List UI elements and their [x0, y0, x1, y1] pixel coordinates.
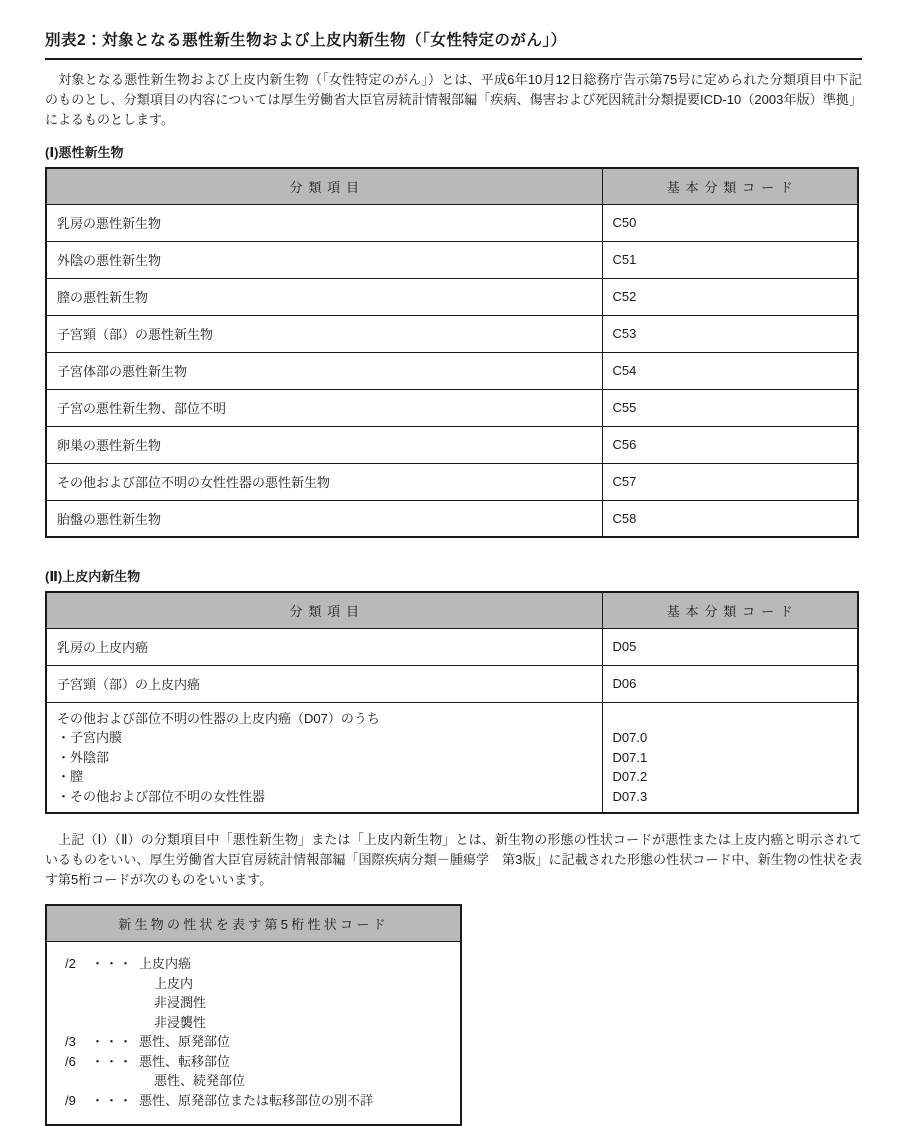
- dots-separator: ・・・: [91, 1053, 134, 1069]
- code-cell: D06: [602, 665, 858, 702]
- page-title: 別表2：対象となる悪性新生物および上皮内新生物（「女性特定のがん」）: [45, 28, 862, 60]
- item-cell: 乳房の上皮内癌: [46, 628, 602, 665]
- code-cell: D05: [602, 628, 858, 665]
- item-cell: 卵巣の悪性新生物: [46, 426, 602, 463]
- code-cell: C57: [602, 463, 858, 500]
- multi-row-item: ・その他および部位不明の女性性器: [57, 788, 266, 804]
- note-paragraph: 上記（Ⅰ）（Ⅱ）の分類項目中「悪性新生物」または「上皮内新生物」とは、新生物の形態の性状コードが悪性または上皮内癌と明示されているものをいい、厚生労働省大臣官房統計情報部編「国際疾病分類－腫瘍学 第3版」に記載された形態の性状コード中、新生物の性状を表す第5桁コードが次のものをいいます。: [45, 832, 862, 887]
- table-header-row: [46, 168, 858, 204]
- column-header-item: 分類項目: [46, 592, 602, 628]
- table-row: [46, 665, 858, 702]
- code-cell: C53: [602, 315, 858, 352]
- multi-row-code: D07.2: [612, 769, 648, 784]
- behaviour-code-box-title: 新生物の性状を表す第5桁性状コード: [47, 906, 460, 942]
- malignant-neoplasm-table: [45, 167, 859, 538]
- behaviour-code-entry: [65, 1032, 450, 1052]
- multi-row-code: D07.0: [612, 730, 648, 745]
- behaviour-code-box-body: [47, 942, 460, 1124]
- item-cell: 外陰の悪性新生物: [46, 241, 602, 278]
- description-line: 上皮内: [153, 975, 193, 991]
- code-cell: C50: [602, 204, 858, 241]
- dots-separator: ・・・: [91, 956, 134, 971]
- description-line: 非浸潤性: [153, 995, 206, 1010]
- code-cell: C55: [602, 389, 858, 426]
- description-line: 悪性、続発部位: [153, 1073, 245, 1088]
- table-row: [46, 278, 858, 315]
- item-cell: 胎盤の悪性新生物: [46, 500, 602, 537]
- multi-row-item: ・子宮内膜: [57, 730, 123, 745]
- behaviour-code-descriptions: [139, 1032, 450, 1052]
- description-line: 悪性、転移部位: [139, 1053, 231, 1069]
- in-situ-neoplasm-table: [45, 591, 859, 814]
- multi-row-item: ・膣: [57, 769, 84, 784]
- item-cell: その他および部位不明の女性性器の悪性新生物: [46, 463, 602, 500]
- section-label-1: (Ⅰ)悪性新生物: [45, 145, 124, 160]
- item-cell: 乳房の悪性新生物: [46, 204, 602, 241]
- table-row: [46, 628, 858, 665]
- column-header-code: 基本分類コード: [602, 168, 858, 204]
- table-row: [46, 352, 858, 389]
- table-row: [46, 426, 858, 463]
- code-cell: C54: [602, 352, 858, 389]
- table-row: [46, 241, 858, 278]
- table-header-row: [46, 592, 858, 628]
- table-row: [46, 500, 858, 537]
- item-cell: 子宮の悪性新生物、部位不明: [46, 389, 602, 426]
- behaviour-code: /9: [65, 1092, 76, 1108]
- dots-separator: ・・・: [91, 1092, 134, 1108]
- section-label-2: (Ⅱ)上皮内新生物: [45, 569, 141, 584]
- multi-row-item: ・外陰部: [57, 749, 110, 765]
- column-header-item: 分類項目: [46, 168, 602, 204]
- behaviour-code-descriptions: [139, 1052, 450, 1091]
- multi-row-code: D07.3: [612, 788, 648, 804]
- item-cell: 子宮頸（部）の上皮内癌: [46, 665, 602, 702]
- code-cell: C58: [602, 500, 858, 537]
- behaviour-code-descriptions: [139, 954, 450, 1032]
- item-cell-multi: [46, 702, 602, 813]
- description-line: 悪性、原発部位または転移部位の別不詳: [139, 1092, 374, 1108]
- behaviour-code: /3: [65, 1034, 76, 1049]
- table-row: [46, 204, 858, 241]
- behaviour-code: /2: [65, 956, 76, 971]
- code-cell: C52: [602, 278, 858, 315]
- item-cell: 膣の悪性新生物: [46, 278, 602, 315]
- column-header-code: 基本分類コード: [602, 592, 858, 628]
- table-row: [46, 315, 858, 352]
- multi-row-label: その他および部位不明の性器の上皮内癌（D07）のうち: [57, 710, 380, 726]
- item-cell: 子宮頸（部）の悪性新生物: [46, 315, 602, 352]
- description-line: 悪性、原発部位: [139, 1034, 231, 1049]
- dots-separator: ・・・: [91, 1034, 134, 1049]
- behaviour-code: /6: [65, 1053, 76, 1069]
- table-row: [46, 389, 858, 426]
- table-row-multi: [46, 702, 858, 813]
- multi-row-code: D07.1: [612, 749, 648, 765]
- behaviour-code-entry: [65, 954, 450, 1032]
- description-line: 非浸襲性: [153, 1014, 206, 1030]
- behaviour-code-descriptions: [139, 1091, 450, 1111]
- behaviour-code-entry: [65, 1052, 450, 1091]
- spacer: [613, 709, 848, 729]
- table-row: [46, 463, 858, 500]
- intro-paragraph: 対象となる悪性新生物および上皮内新生物（「女性特定のがん」）とは、平成6年10月12日総務庁告示第75号に定められた分類項目中下記のものとし、分類項目の内容については厚生労働省大臣官房統計情報部編「疾病、傷害および死因統計分類提要ICD-10（2003年版）準拠」によるものとします。: [45, 72, 862, 127]
- behaviour-code-box: [45, 904, 462, 1126]
- item-cell: 子宮体部の悪性新生物: [46, 352, 602, 389]
- code-cell-multi: [602, 702, 858, 813]
- behaviour-code-entry: [65, 1091, 450, 1111]
- description-line: 上皮内癌: [139, 956, 192, 971]
- code-cell: C51: [602, 241, 858, 278]
- code-cell: C56: [602, 426, 858, 463]
